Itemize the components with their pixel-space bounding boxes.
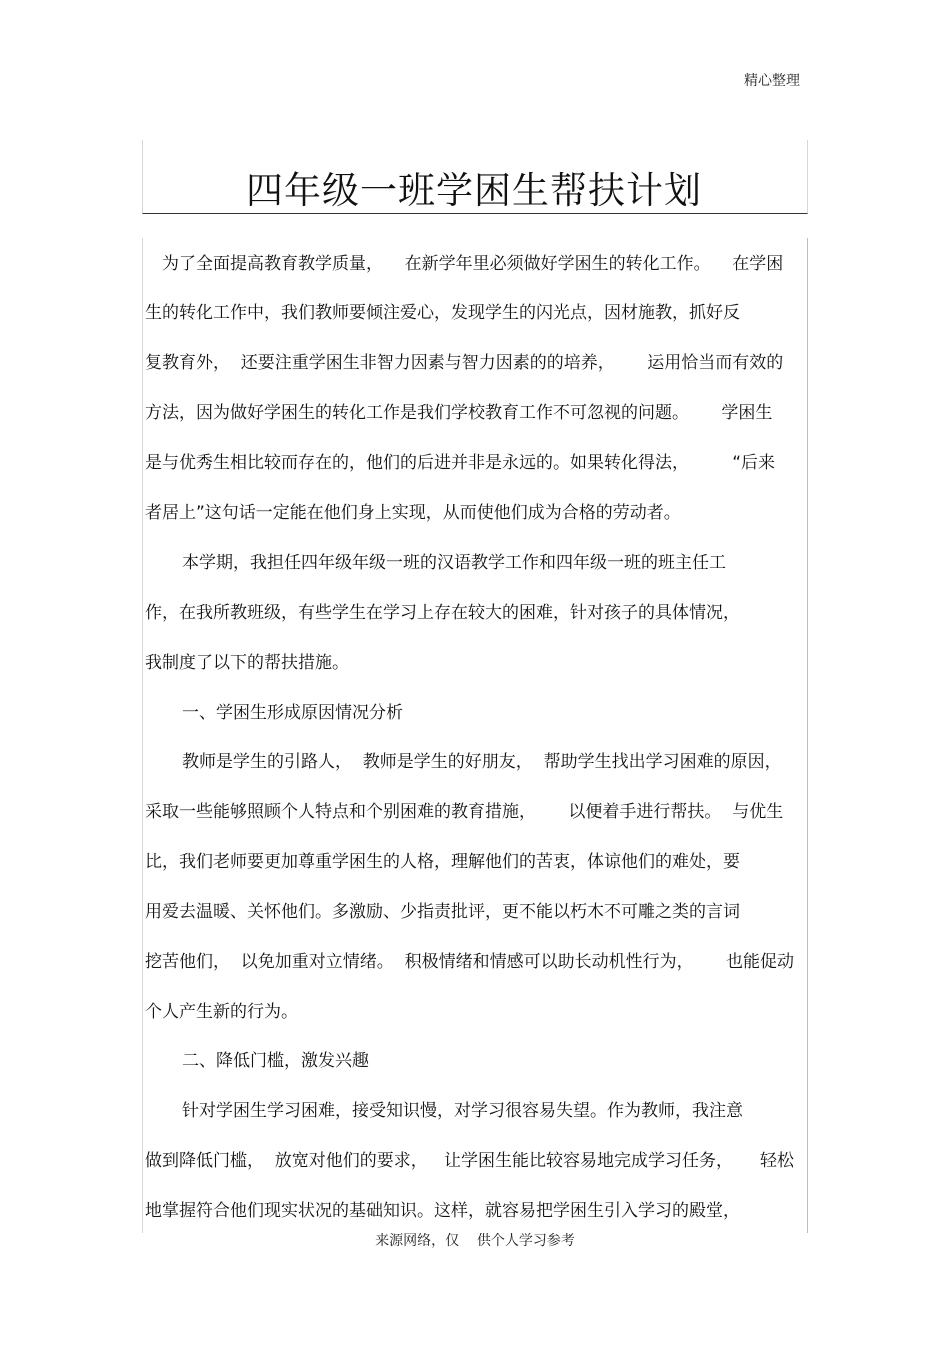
- paragraph-line: 采取一些能够照顾个人特点和个别困难的教育措施， 以便着手进行帮扶。 与优生: [145, 802, 784, 822]
- section-heading: 一、学困生形成原因情况分析: [182, 703, 403, 723]
- paragraph-line: 我制度了以下的帮扶措施。: [145, 653, 349, 673]
- body-frame: [142, 238, 808, 1233]
- document-title: 四年级一班学困生帮扶计划: [246, 169, 702, 212]
- paragraph-line: 用爱去温暖、关怀他们。多激励、少指责批评，更不能以朽木不可雕之类的言词: [145, 902, 740, 922]
- paragraph-line: 作，在我所教班级，有些学生在学习上存在较大的困难，针对孩子的具体情况，: [145, 603, 740, 623]
- paragraph-line: 教师是学生的引路人， 教师是学生的好朋友， 帮助学生找出学习困难的原因，: [182, 752, 782, 772]
- paragraph-line: 针对学困生学习困难，接受知识慢，对学习很容易失望。作为教师，我注意: [182, 1101, 743, 1121]
- paragraph-line: 者居上”这句话一定能在他们身上实现，从而使他们成为合格的劳动者。: [145, 503, 681, 523]
- paragraph-line: 个人产生新的行为。: [145, 1002, 298, 1022]
- paragraph-line: 复教育外， 还要注重学困生非智力因素与智力因素的的培养， 运用恰当而有效的: [145, 353, 784, 373]
- paragraph-line: 比，我们老师要更加尊重学困生的人格，理解他们的苦衷，体谅他们的难处，要: [145, 852, 740, 872]
- paragraph-line: 生的转化工作中，我们教师要倾注爱心，发现学生的闪光点，因材施教，抓好反: [145, 303, 740, 323]
- footer-note: 来源网络，仅 供个人学习参考: [375, 1233, 575, 1249]
- paragraph-line: 本学期，我担任四年级年级一班的汉语教学工作和四年级一班的班主任工: [182, 553, 726, 573]
- paragraph-line: 做到降低门槛， 放宽对他们的要求， 让学困生能比较容易地完成学习任务， 轻松: [145, 1151, 795, 1171]
- paragraph-line: 是与优秀生相比较而存在的，他们的后进并非是永远的。如果转化得法， “后来: [145, 453, 776, 473]
- paragraph-line: 地掌握符合他们现实状况的基础知识。这样，就容易把学困生引入学习的殿堂，: [145, 1201, 740, 1221]
- header-note: 精心整理: [744, 73, 800, 89]
- paragraph-line: 挖苦他们， 以免加重对立情绪。 积极情绪和情感可以助长动机性行为， 也能促动: [145, 952, 795, 972]
- paragraph-line: 为了全面提高教育教学质量， 在新学年里必须做好学困生的转化工作。 在学困: [162, 254, 784, 274]
- paragraph-line: 方法，因为做好学困生的转化工作是我们学校教育工作不可忽视的问题。 学困生: [145, 403, 773, 423]
- section-heading: 二、降低门槛，激发兴趣: [182, 1051, 369, 1071]
